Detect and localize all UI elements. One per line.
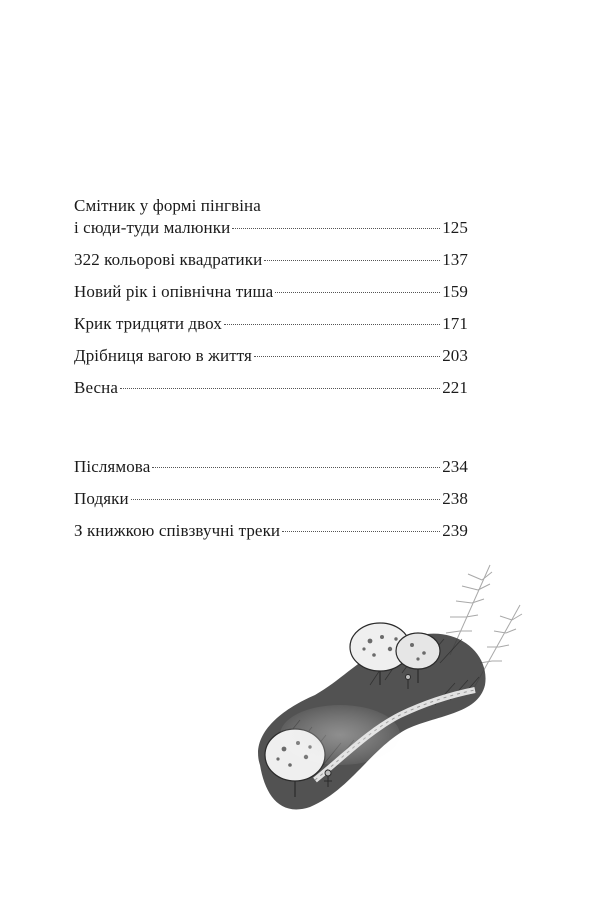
toc-entry-line (74, 313, 468, 335)
toc-entry-title: Дрібниця вагою в життя (74, 346, 252, 365)
toc-entry-title: і сюди-туди малюнки (74, 218, 231, 237)
toc-entry-title: З книжкою співзвучні треки (74, 521, 281, 540)
toc-dot-leader (282, 531, 440, 532)
island-trees-sketch-icon (220, 545, 540, 845)
toc-page-number: 239 (442, 521, 468, 540)
toc-page-number: 234 (442, 457, 468, 476)
toc-entry-line (74, 345, 468, 367)
toc-entry-penguin-bin[interactable] (74, 195, 468, 239)
toc-entry-spring[interactable] (74, 377, 468, 399)
toc-entry-line (74, 377, 468, 399)
toc-entry-title: Весна (74, 378, 118, 397)
toc-entry-line (74, 488, 468, 510)
toc-dot-leader (120, 388, 440, 389)
toc-entry-line (74, 456, 468, 478)
toc-entry-title: Крик тридцяти двох (74, 314, 222, 333)
toc-entry-line (74, 520, 468, 542)
toc-entry-acknowledgements[interactable] (74, 488, 468, 510)
toc-dot-leader (224, 324, 440, 325)
toc-entry-line (74, 249, 468, 271)
toc-section-chapters (74, 195, 468, 409)
toc-dot-leader (275, 292, 440, 293)
toc-dot-leader (232, 228, 440, 229)
toc-section-backmatter (74, 456, 468, 552)
toc-entry-trifle[interactable] (74, 345, 468, 367)
toc-page-number: 238 (442, 489, 468, 508)
toc-entry-line (74, 281, 468, 303)
toc-page-number: 159 (442, 282, 468, 301)
toc-dot-leader (254, 356, 440, 357)
toc-dot-leader (264, 260, 440, 261)
toc-page-number: 171 (442, 314, 468, 333)
toc-entry-colored-squares[interactable] (74, 249, 468, 271)
toc-entry-title: Післямова (74, 457, 151, 476)
toc-dot-leader (152, 467, 440, 468)
toc-page-number: 137 (442, 250, 468, 269)
toc-page-number: 125 (442, 218, 468, 237)
toc-entry-title: Новий рік і опівнічна тиша (74, 282, 274, 301)
toc-entry-new-year[interactable] (74, 281, 468, 303)
toc-entry-line (74, 217, 468, 239)
toc-entry-title: Подяки (74, 489, 129, 508)
toc-entry-tracks[interactable] (74, 520, 468, 542)
toc-entry-title-line1: Смітник у формі пінгвіна (74, 196, 261, 215)
toc-entry-afterword[interactable] (74, 456, 468, 478)
toc-dot-leader (131, 499, 440, 500)
toc-entry-cry-of-thirty-two[interactable] (74, 313, 468, 335)
toc-page-number: 203 (442, 346, 468, 365)
toc-page-number: 221 (442, 378, 468, 397)
toc-entry-title: 322 кольорові квадратики (74, 250, 263, 269)
